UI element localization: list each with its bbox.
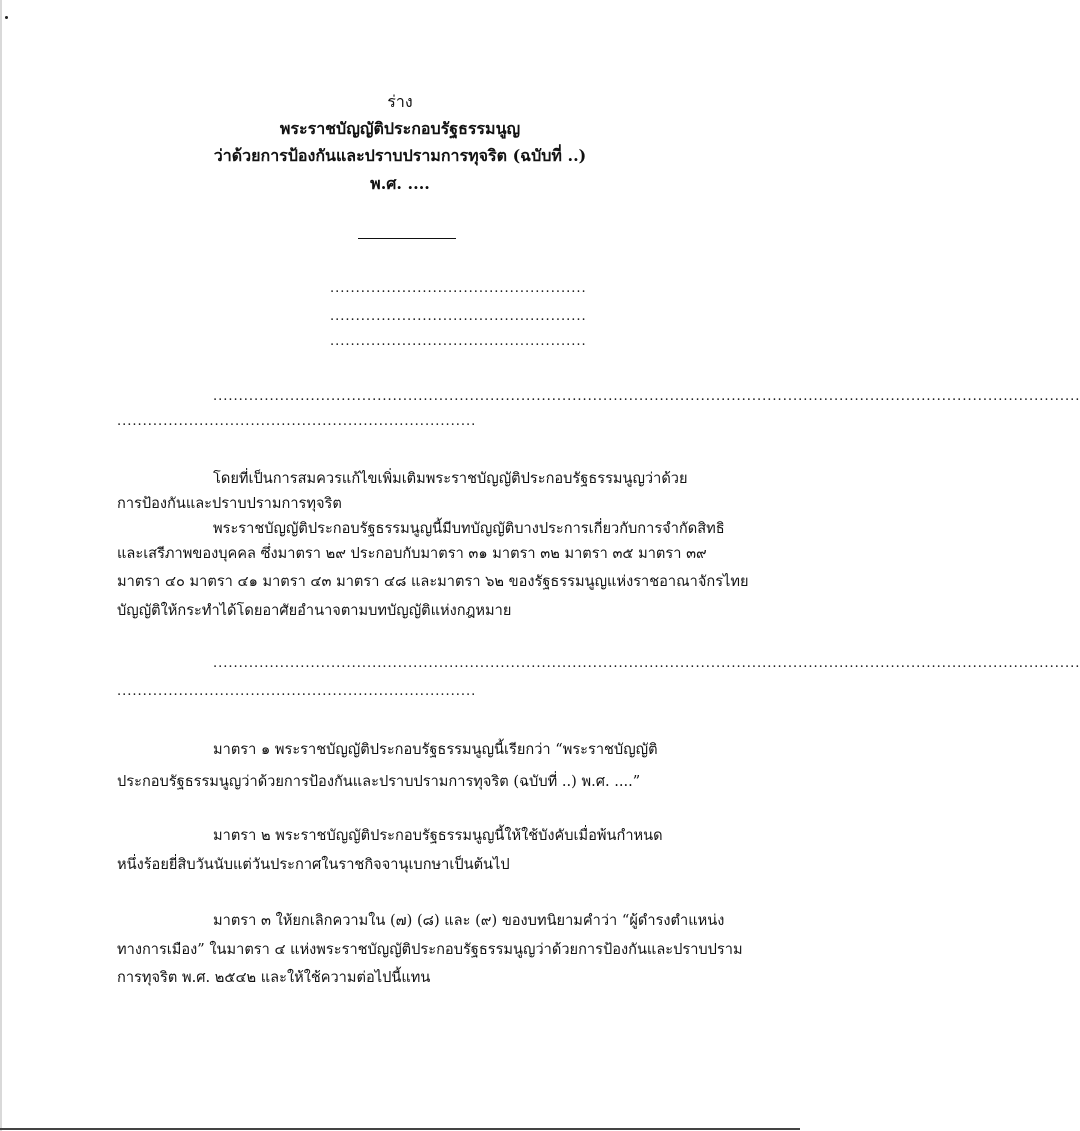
title-divider — [358, 238, 456, 239]
preamble-line-6: บัญญัติให้กระทำได้โดยอาศัยอำนาจตามบทบัญญัติแห่งกฎหมาย — [117, 602, 512, 619]
draft-label: ร่าง — [387, 92, 413, 111]
scan-edge-shadow — [0, 0, 2, 1131]
section-1-line-1: มาตรา ๑ พระราชบัญญัติประกอบรัฐธรรมนูญนี้เรียกว่า “พระราชบัญญัติ — [213, 741, 658, 758]
preamble-line-4: และเสรีภาพของบุคคล ซึ่งมาตรา ๒๙ ประกอบกับมาตรา ๓๑ มาตรา ๓๒ มาตรา ๓๕ มาตรา ๓๙ — [117, 545, 707, 562]
section-3-line-3: การทุจริต พ.ศ. ๒๕๔๒ และให้ใช้ความต่อไปนี้แทน — [117, 969, 431, 986]
section-1-line-2: ประกอบรัฐธรรมนูญว่าด้วยการป้องกันและปราบปรามการทุจริต (ฉบับที่ ..) พ.ศ. ....” — [117, 773, 641, 790]
section-3-line-2: ทางการเมือง” ในมาตรา ๔ แห่งพระราชบัญญัติประกอบรัฐธรรมนูญว่าด้วยการป้องกันและปราบปราม — [117, 941, 743, 958]
enactment-dotline-4: ...................................................................... — [117, 684, 477, 699]
signature-dotline-2: .................................................. — [330, 309, 587, 324]
act-title: พระราชบัญญัติประกอบรัฐธรรมนูญ — [279, 119, 521, 138]
enactment-dotline-1: ......................................................................................................................................................................... — [213, 389, 1080, 404]
page-bottom-border — [0, 1128, 800, 1130]
section-2-line-1: มาตรา ๒ พระราชบัญญัติประกอบรัฐธรรมนูญนี้ให้ใช้บังคับเมื่อพ้นกำหนด — [213, 827, 663, 844]
act-subtitle: ว่าด้วยการป้องกันและปราบปรามการทุจริต (ฉบับที่ ..) — [213, 146, 587, 165]
preamble-line-2: การป้องกันและปราบปรามการทุจริต — [117, 495, 342, 512]
enactment-dotline-2: ...................................................................... — [117, 414, 477, 429]
preamble-line-5: มาตรา ๔๐ มาตรา ๔๑ มาตรา ๔๓ มาตรา ๔๘ และมาตรา ๖๒ ของรัฐธรรมนูญแห่งราชอาณาจักรไทย — [117, 573, 749, 590]
act-year: พ.ศ. .... — [370, 174, 430, 193]
scan-speck — [5, 16, 8, 19]
preamble-line-1: โดยที่เป็นการสมควรแก้ไขเพิ่มเติมพระราชบัญญัติประกอบรัฐธรรมนูญว่าด้วย — [213, 470, 688, 487]
preamble-line-3: พระราชบัญญัติประกอบรัฐธรรมนูญนี้มีบทบัญญัติบางประการเกี่ยวกับการจำกัดสิทธิ — [213, 520, 725, 537]
signature-dotline-1: .................................................. — [330, 281, 587, 296]
enactment-dotline-3: ......................................................................................................................................................................... — [213, 656, 1080, 671]
section-3-line-1: มาตรา ๓ ให้ยกเลิกความใน (๗) (๘) และ (๙) ของบทนิยามคำว่า “ผู้ดำรงตำแหน่ง — [213, 912, 725, 929]
section-2-line-2: หนึ่งร้อยยี่สิบวันนับแต่วันประกาศในราชกิจจานุเบกษาเป็นต้นไป — [117, 856, 510, 873]
signature-dotline-3: .................................................. — [330, 334, 587, 349]
